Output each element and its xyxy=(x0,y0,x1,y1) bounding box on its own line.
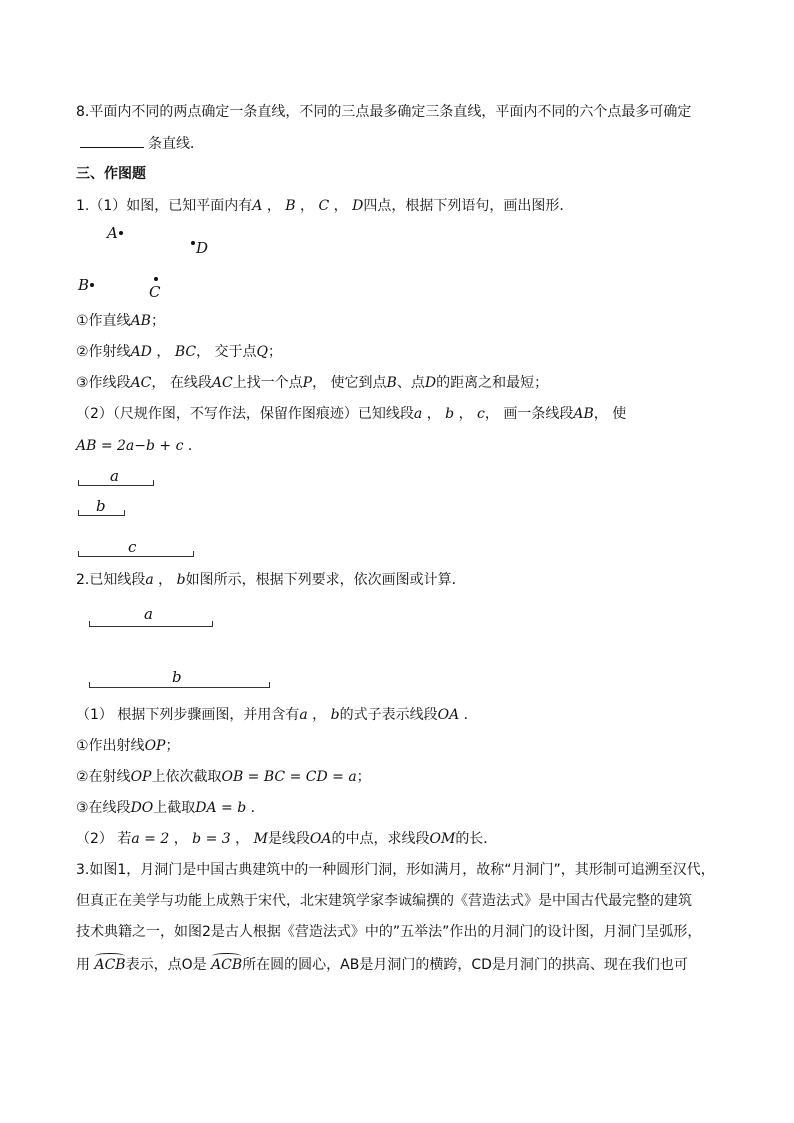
q2-step-1 xyxy=(76,736,179,756)
var-c: c xyxy=(477,406,485,422)
formula-DA: DA = b xyxy=(195,800,247,816)
q2-step2-prefix: ②在射线 xyxy=(76,769,131,785)
q2-part-2: （2） 若a = 2 ， b = 3 ， M是线段OA的中点，求线段OM的长． xyxy=(76,831,498,847)
arc-ACB-2: ACB xyxy=(211,957,243,973)
step1-prefix: ①作直线 xyxy=(76,313,131,329)
step3-prefix: ③作线段 xyxy=(76,375,131,391)
q1-formula: AB = 2a−b + c ． xyxy=(76,438,202,454)
q2-step2-mid: 上依次截取 xyxy=(151,769,222,785)
var-OA: OA xyxy=(437,707,460,723)
segment-b xyxy=(78,509,125,516)
formula-AB: AB = 2a−b + c xyxy=(76,438,184,454)
q8-line-2-text: 条直线． xyxy=(148,136,204,152)
var-b: b xyxy=(445,406,455,422)
q3-line4-mid: 表示，点O是 xyxy=(125,957,207,973)
q2-part-1: （1） 根据下列步骤画图，并用含有a ， b的式子表示线段OA ． xyxy=(76,707,478,723)
q3-line4-suffix: 所在圆的圆心，AB是月洞门的横跨，CD是月洞门的拱高、现在我们也可 xyxy=(242,957,688,973)
q3-line-2: 但真正在美学与功能上成熟于宋代，北宋建筑学家李诚编撰的《营造法式》是中国古代最完整的建筑 xyxy=(76,893,692,909)
q3-line4-prefix: 用 xyxy=(76,957,90,973)
step3-suffix: 的距离之和最短； xyxy=(436,375,549,391)
var-DO: DO xyxy=(130,800,154,816)
var-AD: AD xyxy=(130,344,152,360)
q2-step1-prefix: ①作出射线 xyxy=(76,738,145,754)
q1-step-2: ②作射线AD ， BC， 交于点Q； xyxy=(76,344,283,360)
q8-line-1: 8.平面内不同的两点确定一条直线，不同的三点最多确定三条直线，平面内不同的六个点最多可确定 xyxy=(76,104,692,120)
var-C: C xyxy=(318,198,330,214)
part2-prefix: （2）（尺规作图，不写作法，保留作图痕迹）已知线段 xyxy=(76,406,414,422)
q2-intro-suffix: 如图所示，根据下列要求，依次画图或计算． xyxy=(185,572,466,588)
step3-mid2: 上找一个点 xyxy=(232,375,303,391)
var-AC: AC xyxy=(130,375,152,391)
arc-ACB: ACB xyxy=(94,957,126,973)
var-M: M xyxy=(253,831,268,847)
step3-mid1: ， 在线段 xyxy=(151,375,212,391)
q1-intro: 1.（1）如图，已知平面内有A ， B ， C ， D四点，根据下列语句，画出图形． xyxy=(76,198,574,214)
q3-line-1: 3.如图1，月洞门是中国古典建筑中的一种圆形门洞，形如满月，故称“月洞门”，其形制可追溯至汉代， xyxy=(76,862,715,878)
q8-line-2 xyxy=(80,133,204,154)
q2-part1-mid: 的式子表示线段 xyxy=(339,707,438,723)
var-B-2: B xyxy=(386,375,397,391)
q2-part2-mid2: 的中点，求线段 xyxy=(331,831,430,847)
point-D-dot xyxy=(191,241,195,245)
part2-suffix: ， 使 xyxy=(593,406,627,422)
section-title: 三、作图题 xyxy=(76,166,146,182)
var-D-2: D xyxy=(424,375,437,391)
q1-step-1 xyxy=(76,311,165,331)
var-b-2: b xyxy=(176,572,186,588)
part2-mid: ， 画一条线段 xyxy=(484,406,574,422)
var-P: P xyxy=(302,375,313,391)
var-OA-2: OA xyxy=(309,831,332,847)
q2-segment-a-label: a xyxy=(144,605,153,623)
q2-step-2 xyxy=(76,767,371,787)
formula-OB: OB = BC = CD = a xyxy=(221,769,357,785)
point-D-label: D xyxy=(196,239,209,257)
q1-intro-prefix: 1.（1）如图，已知平面内有 xyxy=(76,198,253,214)
segment-c-label: c xyxy=(128,538,137,556)
q2-part2-suffix: 的长． xyxy=(455,831,498,847)
point-C-dot xyxy=(154,277,158,281)
formula-a-2: a = 2 xyxy=(131,831,170,847)
step2-prefix: ②作射线 xyxy=(76,344,131,360)
q3-line-3: 技术典籍之一，如图2是古人根据《营造法式》中的”五举法”作出的月洞门的设计图，月洞门呈弧形， xyxy=(76,924,702,940)
segment-a xyxy=(78,479,154,486)
segment-a-label: a xyxy=(110,467,119,485)
var-AB-2: AB xyxy=(573,406,594,422)
q2-step-3: ③在线段DO上截取DA = b ． xyxy=(76,800,265,816)
var-D: D xyxy=(352,198,364,214)
q2-segment-a xyxy=(89,620,213,627)
point-B-label: B xyxy=(78,276,90,294)
q2-part2-mid1: 是线段 xyxy=(267,831,310,847)
var-OP: OP xyxy=(144,738,166,754)
var-b-3: b xyxy=(330,707,340,723)
var-AB: AB xyxy=(130,313,151,329)
q2-part2-prefix: （2） 若 xyxy=(76,831,132,847)
q3-line-4 xyxy=(76,955,688,975)
step2-suffix: ； xyxy=(268,344,283,360)
q1-step-3 xyxy=(76,373,548,393)
q2-step2-suffix: ； xyxy=(356,769,371,785)
var-a-3: a xyxy=(299,707,308,723)
step3-mid3: ， 使它到点 xyxy=(312,375,387,391)
q2-step1-suffix: ； xyxy=(165,738,180,754)
point-A-label: A xyxy=(107,224,118,242)
answer-blank[interactable] xyxy=(80,133,144,148)
var-B: B xyxy=(285,198,296,214)
var-a-2: a xyxy=(145,572,154,588)
var-A: A xyxy=(252,198,263,214)
point-B-dot xyxy=(90,283,94,287)
q2-intro-prefix: 2.已知线段 xyxy=(76,572,146,588)
q2-step3-prefix: ③在线段 xyxy=(76,800,131,816)
q2-segment-b xyxy=(89,681,270,688)
segment-b-label: b xyxy=(96,497,106,515)
point-C-label: C xyxy=(149,283,161,301)
point-A-dot xyxy=(119,231,123,235)
formula-b-3: b = 3 xyxy=(192,831,231,847)
var-AC-2: AC xyxy=(211,375,233,391)
q1-intro-suffix: 四点，根据下列语句，画出图形． xyxy=(363,198,574,214)
var-BC: BC xyxy=(174,344,197,360)
segment-c xyxy=(78,550,194,557)
q2-intro: 2.已知线段a ， b如图所示，根据下列要求，依次画图或计算． xyxy=(76,572,466,588)
var-OM: OM xyxy=(429,831,456,847)
var-Q: Q xyxy=(256,344,269,360)
q2-part1-prefix: （1） 根据下列步骤画图，并用含有 xyxy=(76,707,300,723)
q2-step3-mid: 上截取 xyxy=(153,800,196,816)
step2-mid: ， 交于点 xyxy=(196,344,257,360)
var-OP-2: OP xyxy=(130,769,152,785)
step3-mid4: 、点 xyxy=(396,375,425,391)
step1-suffix: ； xyxy=(150,313,165,329)
q1-part-2: （2）（尺规作图，不写作法，保留作图痕迹）已知线段a ， b ， c， 画一条线段AB， 使 xyxy=(76,406,627,422)
var-a: a xyxy=(413,406,423,422)
q2-segment-b-label: b xyxy=(172,668,182,686)
